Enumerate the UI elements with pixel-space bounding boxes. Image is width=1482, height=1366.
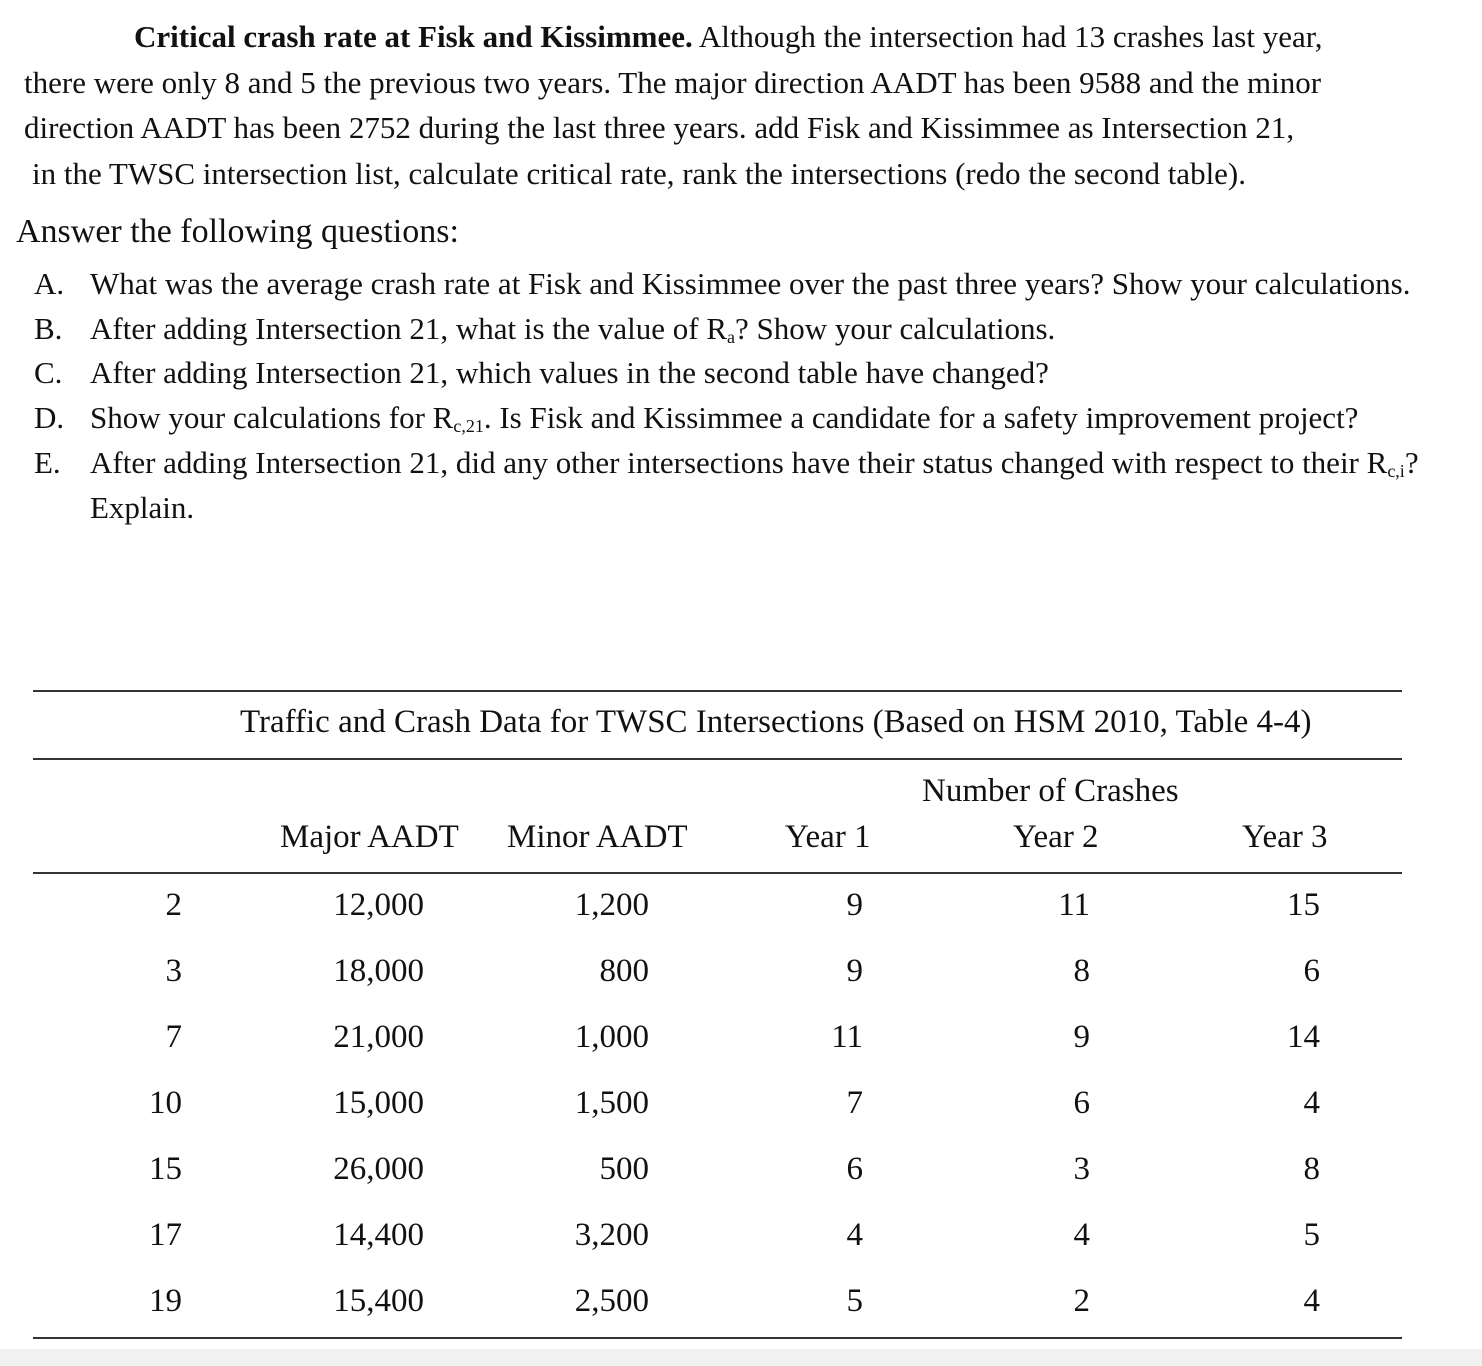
question-text: Show your calculations for $R_{c,21}$. Is Fisk and Kissimmee a candidate for a safety improvement project? [90,400,1359,437]
question-b [34,307,1454,352]
problem-statement [24,14,1454,196]
question-list [34,262,1454,530]
table-cell: 4 [1073,1217,1090,1253]
question-e [34,441,1454,530]
table-cell: 9 [846,953,863,989]
question-letter: C. [34,355,63,391]
table-cell: 14,400 [333,1217,424,1253]
table-cell: 15 [1287,887,1320,923]
table-cell-intersection-id: 17 [149,1217,182,1253]
table-cell: 9 [1073,1019,1090,1055]
question-text: After adding Intersection 21, what is the value of $R_a$? Show your calculations. [90,310,1056,347]
bottom-strip [0,1349,1482,1366]
table-cell: 4 [1303,1085,1320,1121]
table-cell: 4 [1303,1283,1320,1319]
table-cell: 7 [846,1085,863,1121]
question-text: After adding Intersection 21, did any other intersections have their status changed with respect to their $R_{c,i}$? Explain. [90,444,1419,525]
table-cell: 6 [1303,953,1320,989]
table-cell: 6 [846,1151,863,1187]
question-c [34,351,1454,396]
table-cell-intersection-id: 10 [149,1085,182,1121]
table-cell: 3,200 [574,1217,649,1253]
group-header-crashes: Number of Crashes [922,773,1179,809]
problem-line-1: Critical crash rate at Fisk and Kissimmee. Although the intersection had 13 crashes last year, [134,19,1323,54]
problem-line-3: direction AADT has been 2752 during the last three years. add Fisk and Kissimmee as Intersection 21, [24,110,1295,145]
table-bottom-rule [33,1337,1402,1339]
question-text: After adding Intersection 21, which values in the second table have changed? [90,355,1049,391]
table-cell: 5 [1303,1217,1320,1253]
table-cell: 800 [599,953,649,989]
table-cell: 3 [1073,1151,1090,1187]
table-top-rule [33,690,1402,692]
table-cell: 8 [1073,953,1090,989]
table-cell-intersection-id: 19 [149,1283,182,1319]
table-cell: 18,000 [333,953,424,989]
table-cell: 14 [1287,1019,1320,1055]
problem-title: Critical crash rate at Fisk and Kissimmee. [134,19,693,54]
question-letter: A. [34,266,65,301]
table-cell: 1,000 [574,1019,649,1055]
table-cell: 2 [1073,1283,1090,1319]
table-cell: 2,500 [574,1283,649,1319]
table-cell: 1,200 [574,887,649,923]
table-cell: 4 [846,1217,863,1253]
table-cell: 26,000 [333,1151,424,1187]
header-major-aadt: Major AADT [280,819,459,855]
table-title-rule [33,758,1402,760]
table-cell: 8 [1303,1151,1320,1187]
table-cell: 21,000 [333,1019,424,1055]
table-cell-intersection-id: 3 [165,953,182,989]
answer-heading: Answer the following questions: [16,213,459,250]
table-cell-intersection-id: 15 [149,1151,182,1187]
header-minor-aadt: Minor AADT [507,819,688,855]
table-cell: 15,000 [333,1085,424,1121]
header-year-3: Year 3 [1242,819,1328,855]
table-cell: 6 [1073,1085,1090,1121]
table-cell: 1,500 [574,1085,649,1121]
table-cell: 9 [846,887,863,923]
table-cell: 11 [831,1019,863,1055]
question-text: What was the average crash rate at Fisk and Kissimmee over the past three years? Show your calculations. [90,266,1411,301]
question-a [34,262,1454,307]
question-d [34,396,1454,441]
question-letter: B. [34,310,63,346]
header-year-2: Year 2 [1013,819,1099,855]
question-letter: E. [34,444,61,480]
question-letter: D. [34,400,65,436]
table-cell: 11 [1058,887,1090,923]
table-cell: 12,000 [333,887,424,923]
header-year-1: Year 1 [785,819,871,855]
table-header-rule [33,872,1402,874]
table-cell-intersection-id: 2 [165,887,182,923]
table-cell-intersection-id: 7 [165,1019,182,1055]
problem-line-2: there were only 8 and 5 the previous two years. The major direction AADT has been 9588 and the minor [24,64,1322,100]
problem-line-4: in the TWSC intersection list, calculate critical rate, rank the intersections (redo the second table). [32,155,1247,191]
table-cell: 500 [599,1151,649,1187]
table-cell: 5 [846,1283,863,1319]
table-title: Traffic and Crash Data for TWSC Intersections (Based on HSM 2010, Table 4-4) [240,704,1312,740]
table-cell: 15,400 [333,1283,424,1319]
